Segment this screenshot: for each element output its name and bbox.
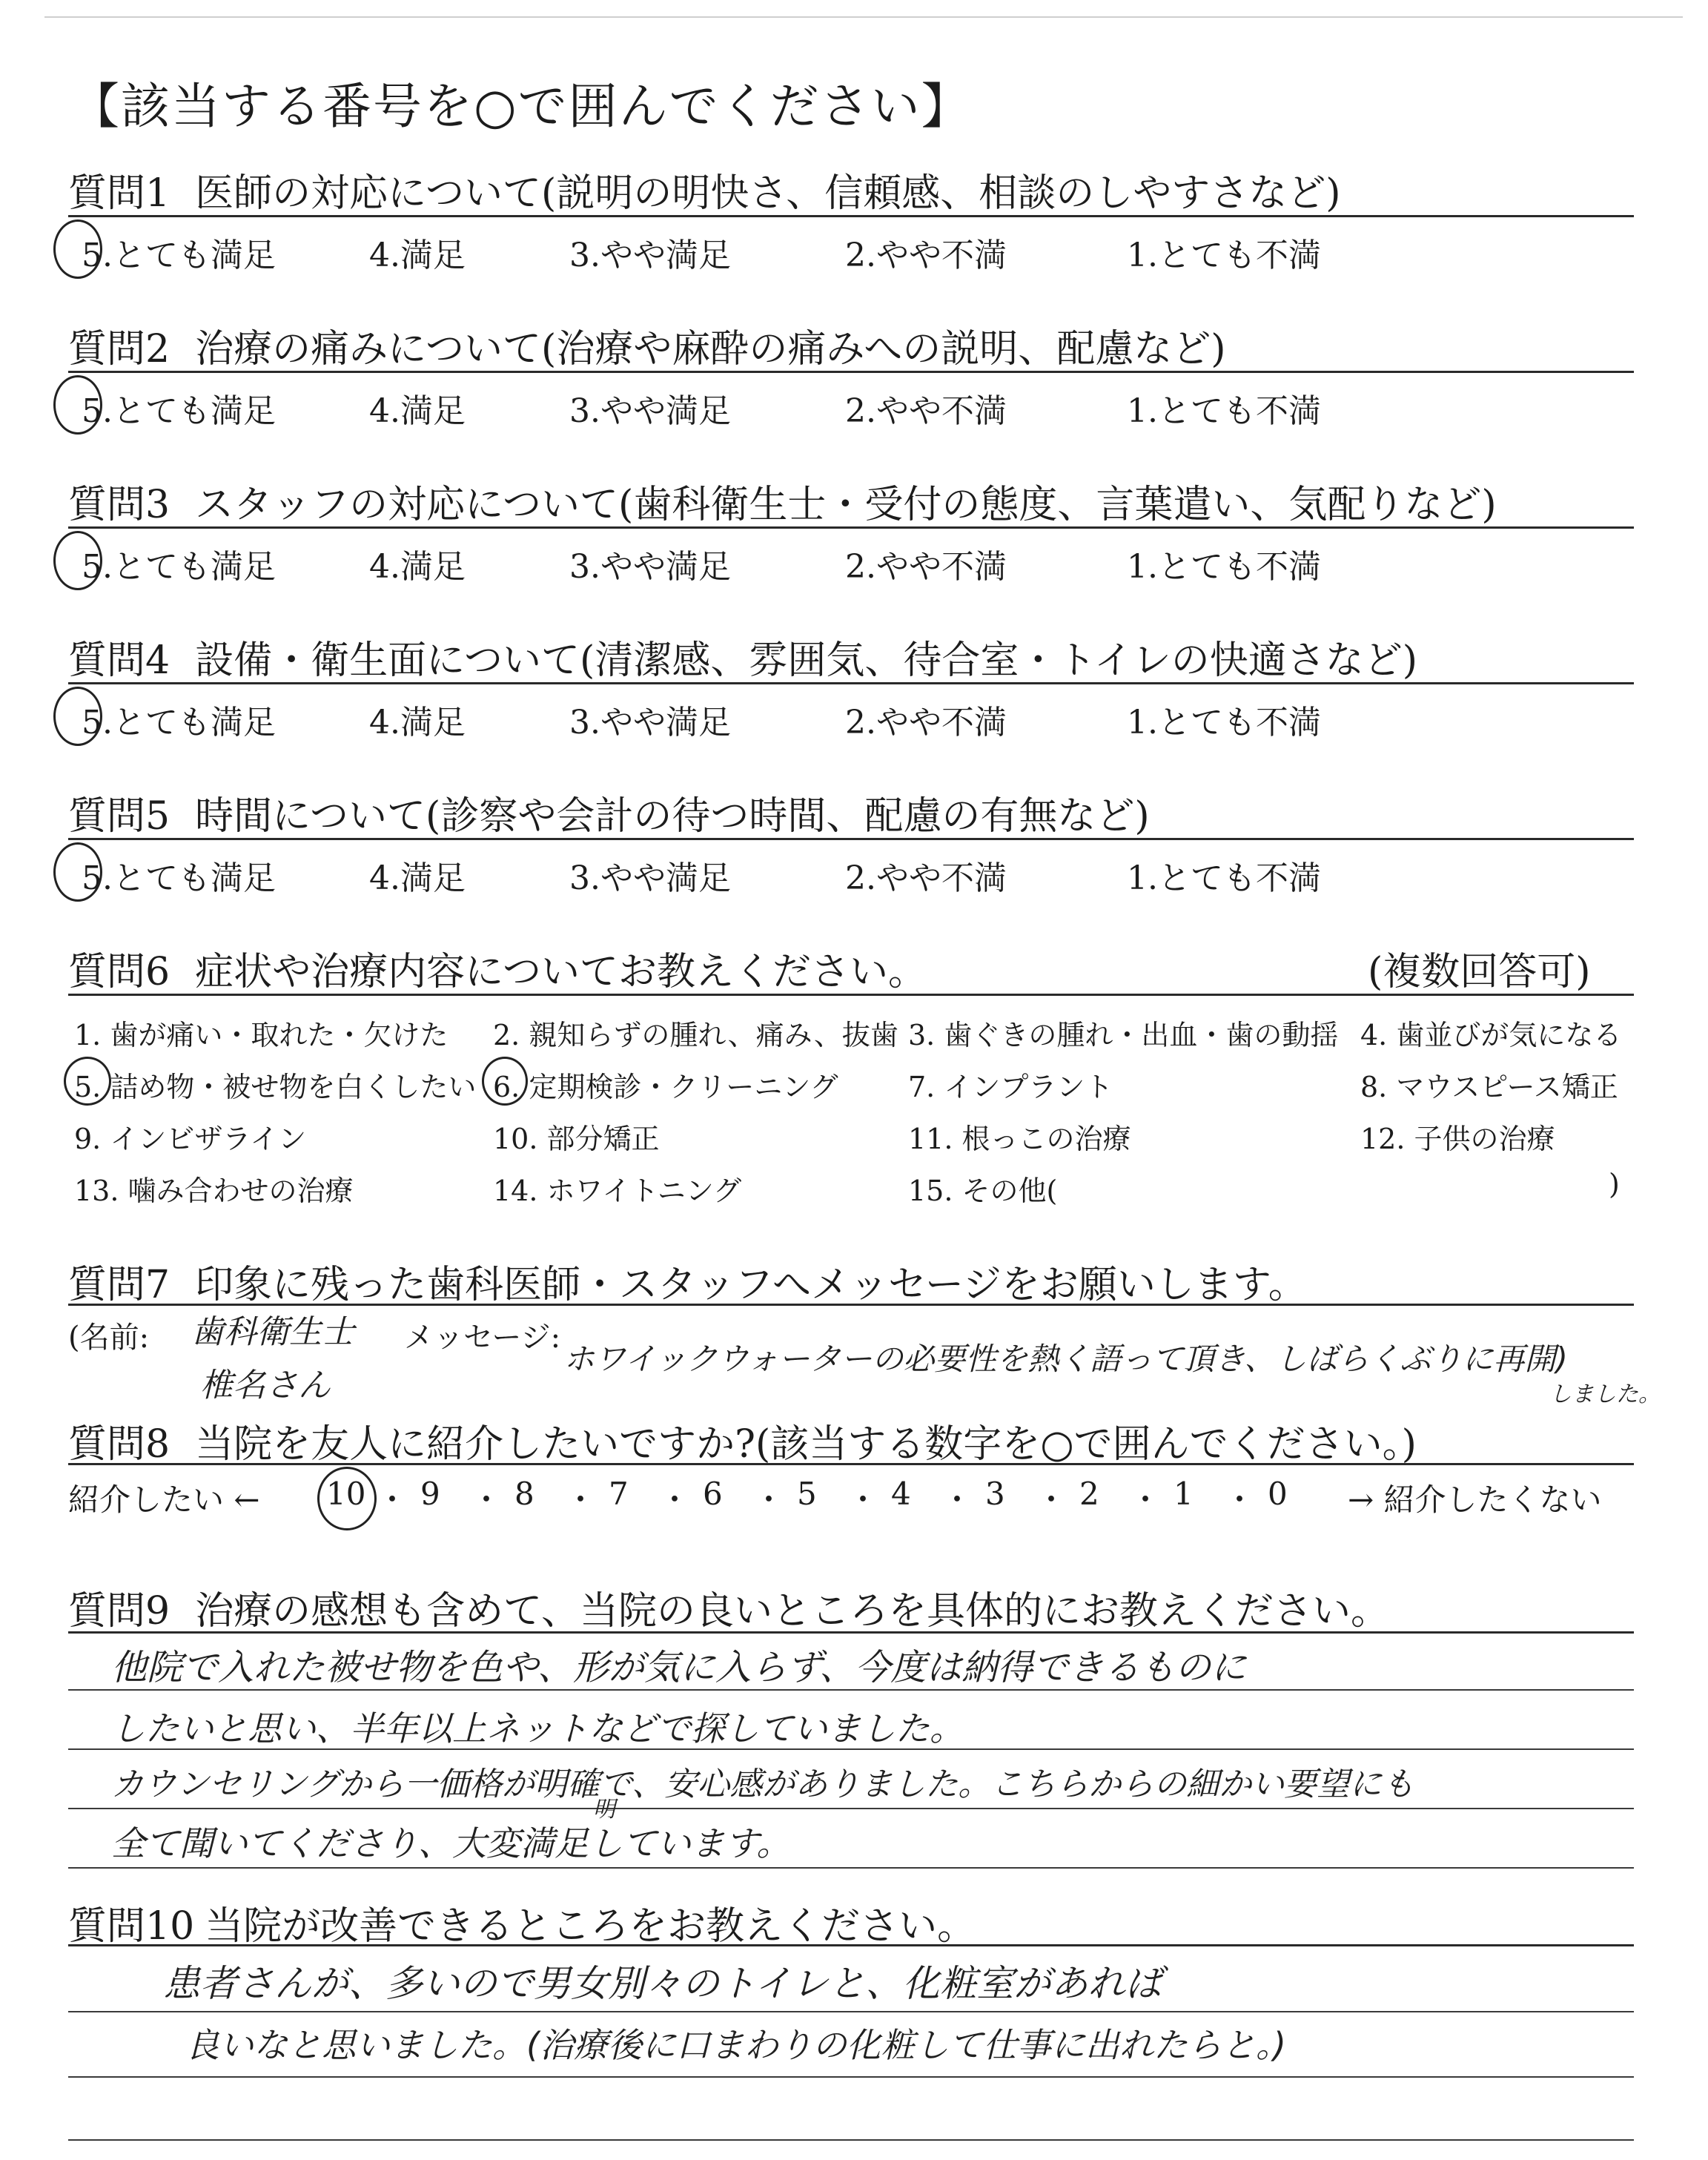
q9-handwritten-2: したいと思い、半年以上ネットなどで探していました。 — [111, 1708, 964, 1748]
q6-label: 質問6 — [68, 950, 171, 994]
q8-scale-3[interactable]: 3 — [985, 1476, 1005, 1512]
q1-option-1[interactable]: 1.とても不満 — [1127, 237, 1321, 274]
q2-rule — [68, 371, 1634, 373]
q8-right-label: → 紹介したくない — [1348, 1482, 1602, 1518]
q7-heading — [68, 1253, 1307, 1309]
q6-option-3[interactable]: 3. 歯ぐきの腫れ・出血・歯の動揺 — [908, 1019, 1339, 1051]
q3-selected-circle — [53, 531, 102, 590]
q8-scale-2[interactable]: 2 — [1079, 1476, 1099, 1512]
q6-rule — [68, 994, 1634, 996]
q4-label: 質問4 — [68, 638, 171, 683]
q6-option-14[interactable]: 14. ホワイトニング — [493, 1175, 742, 1207]
q8-selected-circle — [317, 1467, 377, 1530]
q6-option-4[interactable]: 4. 歯並びが気になる — [1360, 1019, 1622, 1051]
q8-scale-separator: ・ — [847, 1482, 879, 1518]
q4-heading — [68, 629, 1417, 684]
q1-selected-circle — [53, 219, 102, 279]
q2-option-3[interactable]: 3.やや満足 — [569, 392, 731, 430]
q4-option-1[interactable]: 1.とても不満 — [1127, 704, 1321, 742]
q9-line-3 — [68, 1808, 1634, 1809]
q8-scale-8[interactable]: 8 — [514, 1476, 534, 1512]
q4-selected-circle — [53, 687, 102, 746]
q8-scale-10[interactable]: 10 — [326, 1476, 366, 1512]
q6-option-8[interactable]: 8. マウスピース矯正 — [1360, 1071, 1618, 1103]
q5-option-1[interactable]: 1.とても不満 — [1127, 859, 1321, 897]
q8-scale-0[interactable]: 0 — [1268, 1476, 1288, 1512]
q7-message-label: メッセージ: — [404, 1321, 561, 1355]
q7-handwritten-message-1: ホワイックウォーターの必要性を熱く語って頂き、しばらくぶりに再開) — [563, 1341, 1568, 1377]
q5-option-5[interactable]: 5.とても満足 — [82, 859, 276, 897]
q2-selected-circle — [53, 375, 102, 435]
q8-scale-separator: ・ — [1036, 1482, 1068, 1518]
top-border — [44, 16, 1683, 18]
q7-handwritten-name-2: 椎名さん — [200, 1367, 331, 1404]
q8-scale-separator: ・ — [471, 1482, 503, 1518]
q9-heading — [68, 1579, 1389, 1635]
q9-handwritten-4: 全て聞いてくださり、大変満足しています。 — [111, 1823, 791, 1863]
q1-option-5[interactable]: 5.とても満足 — [82, 237, 276, 274]
q7-handwritten-message-2: しました。 — [1549, 1381, 1661, 1407]
q3-option-4[interactable]: 4.満足 — [369, 548, 466, 586]
q5-label: 質問5 — [68, 794, 171, 839]
q5-option-4[interactable]: 4.満足 — [369, 859, 466, 897]
q6-option-13[interactable]: 13. 噛み合わせの治療 — [74, 1175, 354, 1207]
q6-option-7[interactable]: 7. インプラント — [908, 1071, 1113, 1103]
page-title: 【該当する番号を○で囲んでください】 — [70, 78, 972, 135]
q1-option-3[interactable]: 3.やや満足 — [569, 237, 731, 274]
q2-option-2[interactable]: 2.やや不満 — [845, 392, 1007, 430]
q7-label: 質問7 — [68, 1263, 171, 1307]
q6-option-6[interactable]: 6. 定期検診・クリーニング — [493, 1071, 838, 1103]
q4-rule — [68, 682, 1634, 684]
q3-label: 質問3 — [68, 483, 171, 527]
q5-rule — [68, 838, 1634, 840]
q1-option-4[interactable]: 4.満足 — [369, 237, 466, 274]
q6-option-2[interactable]: 2. 親知らずの腫れ、痛み、抜歯 — [493, 1019, 898, 1051]
q7-name-label: (名前: — [68, 1321, 150, 1355]
q9-handwritten-3: カウンセリングから一価格が明確で、安心感がありました。こちらからの細かい要望にも — [111, 1766, 1415, 1803]
q5-text: 時間について(診察や会計の待つ時間、配慮の有無など) — [195, 794, 1150, 839]
q4-option-3[interactable]: 3.やや満足 — [569, 704, 731, 742]
q3-heading — [68, 473, 1497, 529]
q8-label: 質問8 — [68, 1422, 171, 1467]
q8-scale-separator: ・ — [1130, 1482, 1162, 1518]
q1-heading — [68, 162, 1341, 217]
q6-option-5[interactable]: 5. 詰め物・被せ物を白くしたい — [74, 1071, 477, 1103]
q5-option-2[interactable]: 2.やや不満 — [845, 859, 1007, 897]
q6-option-1[interactable]: 1. 歯が痛い・取れた・欠けた — [74, 1019, 448, 1051]
q2-text: 治療の痛みについて(治療や麻酔の痛みへの説明、配慮など) — [195, 327, 1226, 371]
q10-line-1 — [68, 2011, 1634, 2012]
q10-label: 質問10 — [68, 1904, 195, 1949]
q6-text: 症状や治療内容についてお教えください。 — [195, 950, 927, 994]
q3-option-3[interactable]: 3.やや満足 — [569, 548, 731, 586]
q10-handwritten-1: 患者さんが、多いので男女別々のトイレと、化粧室があれば — [163, 1962, 1162, 2005]
q4-option-4[interactable]: 4.満足 — [369, 704, 466, 742]
q3-option-5[interactable]: 5.とても満足 — [82, 548, 276, 586]
q6-option-9[interactable]: 9. インビザライン — [74, 1123, 307, 1155]
q9-line-4 — [68, 1867, 1634, 1869]
q5-heading — [68, 785, 1150, 840]
q6-option-15-close: ) — [1609, 1168, 1620, 1200]
q10-heading — [68, 1895, 976, 1950]
q2-option-1[interactable]: 1.とても不満 — [1127, 392, 1321, 430]
q8-scale-1[interactable]: 1 — [1174, 1476, 1194, 1512]
q8-text: 当院を友人に紹介したいですか?(該当する数字を○で囲んでください。) — [195, 1422, 1417, 1467]
q1-label: 質問1 — [68, 171, 171, 216]
q10-text: 当院が改善できるところをお教えください。 — [205, 1904, 976, 1949]
q3-option-2[interactable]: 2.やや不満 — [845, 548, 1007, 586]
q6-option-12[interactable]: 12. 子供の治療 — [1360, 1123, 1555, 1155]
q10-line-3 — [68, 2139, 1634, 2141]
q6-note: (複数回答可) — [1368, 950, 1591, 994]
q8-scale-9[interactable]: 9 — [420, 1476, 440, 1512]
q6-heading — [68, 940, 927, 996]
q6-option-10[interactable]: 10. 部分矯正 — [493, 1123, 660, 1155]
q8-scale-separator: ・ — [377, 1482, 408, 1518]
q6-option-15[interactable]: 15. その他( — [908, 1175, 1058, 1207]
q4-option-2[interactable]: 2.やや不満 — [845, 704, 1007, 742]
q1-rule — [68, 215, 1634, 217]
q8-scale-6[interactable]: 6 — [703, 1476, 723, 1512]
q8-heading — [68, 1413, 1417, 1468]
q3-option-1[interactable]: 1.とても不満 — [1127, 548, 1321, 586]
q5-selected-circle — [53, 842, 102, 902]
q8-scale-separator: ・ — [565, 1482, 597, 1518]
q8-left-label: 紹介したい ← — [68, 1482, 260, 1518]
q9-rule — [68, 1631, 1634, 1634]
q10-handwritten-2: 良いなと思いました。(治療後に口まわりの化粧して仕事に出れたらと。) — [185, 2025, 1286, 2065]
q2-label: 質問2 — [68, 327, 171, 371]
q8-scale-separator: ・ — [1224, 1482, 1256, 1518]
q9-label: 質問9 — [68, 1589, 171, 1634]
q4-text: 設備・衛生面について(清潔感、雰囲気、待合室・トイレの快適さなど) — [195, 638, 1418, 683]
q9-insert-mark: 明 — [593, 1797, 615, 1823]
q10-rule — [68, 1944, 1634, 1946]
q9-text: 治療の感想も含めて、当院の良いところを具体的にお教えください。 — [195, 1589, 1390, 1634]
q1-option-2[interactable]: 2.やや不満 — [845, 237, 1007, 274]
q6-option-11[interactable]: 11. 根っこの治療 — [908, 1123, 1131, 1155]
q3-rule — [68, 526, 1634, 529]
q8-scale-separator: ・ — [753, 1482, 785, 1518]
q7-handwritten-name-1: 歯科衛生士 — [191, 1313, 354, 1351]
q2-option-5[interactable]: 5.とても満足 — [82, 392, 276, 430]
q9-handwritten-1: 他院で入れた被せ物を色や、形が気に入らず、今度は納得できるものに — [111, 1647, 1247, 1688]
q2-heading — [68, 317, 1226, 373]
q5-option-3[interactable]: 3.やや満足 — [569, 859, 731, 897]
q8-rule — [68, 1463, 1634, 1465]
q1-text: 医師の対応について(説明の明快さ、信頼感、相談のしやすさなど) — [195, 171, 1341, 216]
q8-scale-separator: ・ — [659, 1482, 691, 1518]
q3-text: スタッフの対応について(歯科衛生士・受付の態度、言葉遣い、気配りなど) — [195, 483, 1497, 527]
q8-scale-7[interactable]: 7 — [609, 1476, 629, 1512]
q4-option-5[interactable]: 5.とても満足 — [82, 704, 276, 742]
q6-option-5-circle — [64, 1057, 111, 1106]
q8-scale-separator: ・ — [941, 1482, 973, 1518]
q2-option-4[interactable]: 4.満足 — [369, 392, 466, 430]
q6-option-6-circle — [482, 1057, 528, 1106]
q10-line-2 — [68, 2076, 1634, 2078]
q7-text: 印象に残った歯科医師・スタッフへメッセージをお願いします。 — [195, 1263, 1307, 1307]
q8-scale-5[interactable]: 5 — [797, 1476, 817, 1512]
q8-scale-4[interactable]: 4 — [891, 1476, 911, 1512]
